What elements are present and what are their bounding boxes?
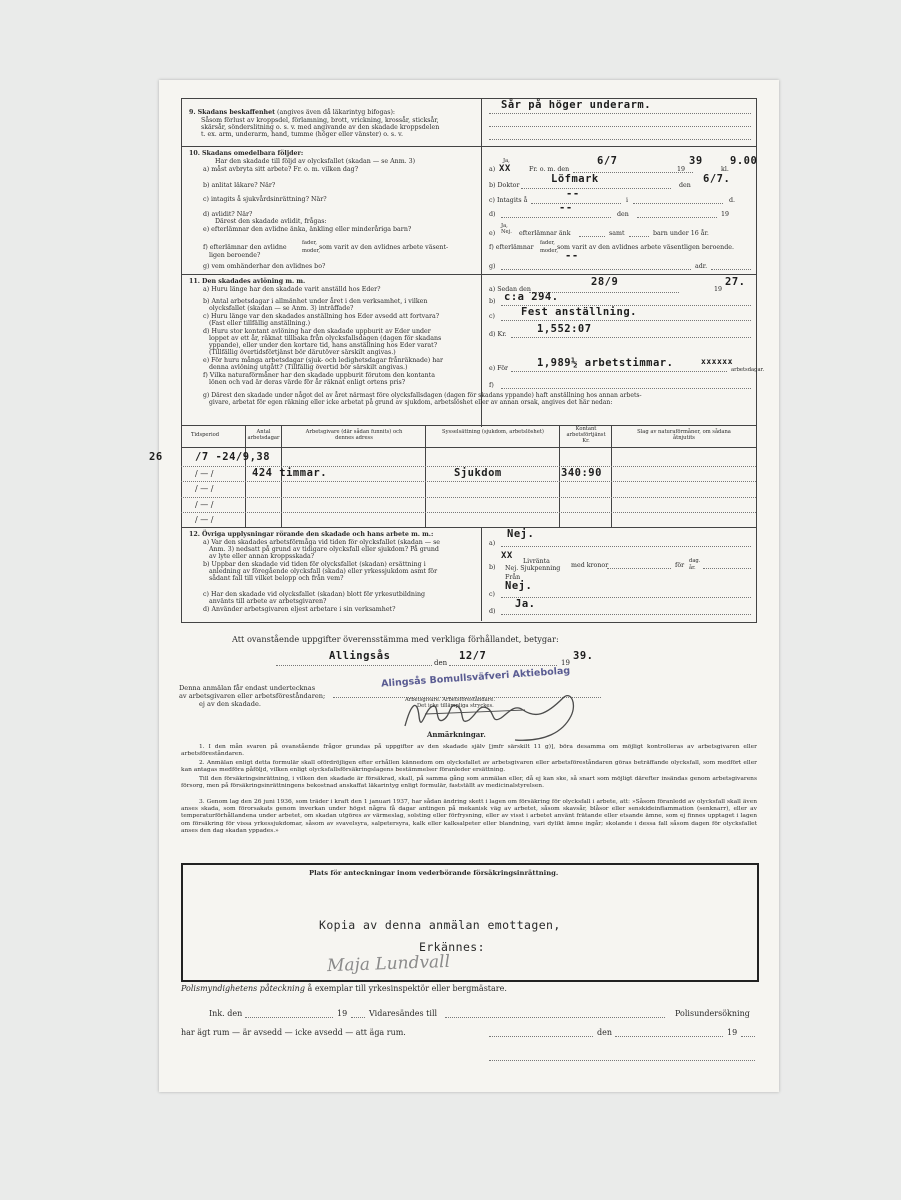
cell-period: / — /	[195, 499, 214, 509]
th-benefits: Slag av naturaförmåner, om sådana åtnjutits	[637, 429, 731, 441]
s11-qa: a) Huru länge har den skadade varit anställd hos Eder?	[203, 286, 381, 293]
s12-qb-2: anledning av föregående olycksfall (skada) eller yrkessjukdom asmt för	[209, 568, 438, 575]
sign-label-2: Det icke tillämpliga stryckes.	[417, 703, 494, 709]
s10-qb: b) anlitat läkare? När?	[203, 182, 276, 189]
cell-period: / — /	[195, 484, 214, 493]
s11-e-label: e) För	[489, 365, 509, 372]
s12-b-sjukpenning: Nej. Sjukpenning	[505, 565, 561, 572]
s11-a-19: 19	[714, 286, 723, 293]
s10-e-label: e)	[489, 230, 496, 237]
insurance-line-1: Kopia av denna anmälan emottagen,	[319, 918, 561, 932]
note-3: 3. Genom lag den 26 juni 1936, som träder i kraft den 1 januari 1937, har sådan ändring skett i lagen om försäkring för olycksfall i arbete, att: »Såsom föranledd av olycksfall skall även anses skada, som förorsakats genom inverkan under högst några få dagar antingen på mekanisk väg av arbetet, såsom skavsår, blåsor eller senskideinflammation (senknarr), eller av temperaturförhållandena under arbetet, om skadan utgöres av värmeslag, solsting eller förfrysning, eller av visst i arbetet använt frätande eller etsande ämne, som ej finnes upptaget i lagen om försäkring för vissa yrkessjukdomar, såsom av svavelsyra, salpetersyra, kalk eller kalksalpeter eller blandning, vari dylikt ämne ingår; skolande i dessa fall såsom dagen för olycksfallet anses den dag skadan yppades.»	[181, 799, 757, 834]
s9-heading: 9. Skadans beskaffenhet (angives även då läkarintyg bifogas):	[189, 109, 396, 116]
cell-period-prefix: 26	[149, 451, 163, 463]
insurance-line-2: Erkännes:	[419, 940, 485, 954]
s10-qg: g) vem omhänderhar den avlidnes bo?	[203, 263, 326, 270]
cell-period: /7 -24/9,38	[195, 451, 271, 463]
s12-qa-1: a) Var den skadades arbetsförmåga vid tiden för olycksfallet (skadan — se	[203, 539, 441, 546]
s10-qe: e) efterlämnar den avlidne änka, änkling eller minderåriga barn?	[203, 226, 412, 233]
s12-b-label: b)	[489, 564, 496, 571]
s10-a-label: a)	[489, 166, 496, 173]
cell-occupation: Sjukdom	[454, 466, 502, 479]
s10-c-intagits: c) Intagits å	[489, 197, 528, 204]
s12-a-label: a)	[489, 540, 496, 547]
s12-b-ar: år.	[689, 565, 696, 571]
s11-a-label: a) Sedan den	[489, 286, 531, 293]
s9-desc-1: Såsom förlust av kroppsdel, förlamning, brott, vrickning, krossår, sticksår,	[201, 117, 439, 124]
s12-b-belopp: med kronor	[571, 562, 609, 569]
s10-qf-fader: fader,	[302, 240, 317, 246]
table-row	[159, 497, 779, 513]
insurance-signature: Maja Lundvall	[326, 951, 451, 977]
note-2: 2. Anmälan enligt detta formulär skall ofördröjligen efter erhållen kännedom om olycksfallet av arbetsgivaren eller arbetsföreståndaren göras beträffande olycksfall, som medfört eller kan antagas medföra påföljd, vilken enligt olycksfallsförsäkringslagens bestämmelser föranleder ersättning.	[181, 760, 757, 774]
s12-b-livranta: Livränta	[523, 558, 550, 565]
s10-b-doktor: b) Doktor	[489, 182, 520, 189]
s12-qb-1: b) Uppbar den skadade vid tiden för olycksfallet (skadan) ersättning i	[203, 561, 426, 568]
s10-f-label: f) efterlämnar	[489, 244, 534, 251]
cell-earnings: 340:90	[561, 466, 602, 479]
attest-note-2: av arbetsgivaren eller arbetsföreståndaren;	[179, 692, 326, 700]
s10-a-ja: Ja,	[503, 158, 510, 164]
s10-qd: d) avlidit? När?	[203, 211, 253, 218]
s10-qf-moder: moder,	[302, 248, 320, 254]
s10-g-label: g)	[489, 263, 496, 270]
company-stamp: Alingsås Bomullsväfveri Aktiebolag	[380, 665, 571, 690]
attest-heading: Att ovanstående uppgifter överensstämma med verkliga förhållandet, betygar:	[232, 634, 559, 644]
s11-b-answer: c:a 294.	[504, 291, 559, 303]
s11-qe-1: e) För huru många arbetsdagar (sjuk- och ledighetsdagar frånräknade) har	[203, 357, 444, 364]
s9-desc-2: skärsår, sönderslitning o. s. v. med angivande av den skadade kroppsdelen	[201, 124, 440, 131]
s11-qc-2: (Fast eller tillfällig anställning.)	[209, 320, 311, 327]
s10-a-from: Fr. o. m. den	[529, 166, 570, 173]
s12-b-for: för	[675, 562, 685, 569]
th-days: Antal arbetsdagar	[247, 429, 280, 441]
police-polisundersokning: Polisundersökning	[675, 1009, 750, 1018]
note-2b: Till den försäkringsinrättning, i vilken den skadade är försäkrad, skall, på samma gång som anmälan eller, då ej kan ske, så snart som möjligt därefter insändas genom arbetsgivarens försorg, men på försäkringsinrättningens bekostnad anskaffat läkarintyg enligt formulär, fastställt av medicinalstyrelsen.	[181, 776, 757, 790]
attest-date: 12/7	[459, 650, 487, 662]
s12-b-dag: dag.	[689, 558, 701, 564]
s11-b-label: b)	[489, 298, 496, 305]
attest-year: 39.	[573, 650, 594, 662]
s10-e-jn: Ja, Nej.	[501, 223, 512, 235]
s11-qd-1: d) Huru stor kontant avlöning har den skadade uppburit av Eder under	[203, 328, 431, 335]
s10-heading: 10. Skadans omedelbara följder:	[189, 150, 304, 157]
s12-qd: d) Använder arbetsgivaren eljest arbetare i sin verksamhet?	[203, 606, 396, 613]
s11-qd-3: yppande), eller under den kortare tid, hans anställning hos Eder varat?	[209, 342, 438, 349]
table-row	[159, 481, 779, 497]
s11-qd-4: (Tillfällig övertidsförtjänst bör därutöver särskilt angivas.)	[209, 349, 396, 356]
s10-c-i: i	[626, 197, 629, 204]
s9-desc-3: t. ex. arm, underarm, hand, tumme (höger eller vänster) o. s. v.	[201, 131, 403, 138]
s10-d-19: 19	[721, 211, 730, 218]
s12-d-answer: Ja.	[515, 598, 536, 610]
s10-f-fader: fader,	[540, 240, 555, 246]
s12-c-label: c)	[489, 591, 495, 598]
s10-q-intro: Har den skadade till följd av olycksfallet (skadan — se Anm. 3)	[215, 158, 416, 165]
s12-heading: 12. Övriga upplysningar rörande den skadade och hans arbete m. m.:	[189, 531, 434, 538]
s11-qg-1: g) Därest den skadade under något del av året närmast före olycksfallsdagen (dagen för skadans yppande) haft anställning hos annan arbets-	[203, 392, 642, 399]
s11-a-year: 27.	[725, 276, 746, 288]
s11-qc-1: c) Huru länge var den skadades anställning hos Eder avsedd att fortvara?	[203, 313, 440, 320]
s10-a-year: 39	[689, 155, 703, 167]
attest-note-1: Denna anmälan får endast undertecknas	[179, 684, 316, 692]
s12-qc-1: c) Har den skadade vid olycksfallet (skadan) blott för yrkesutbildning	[203, 591, 426, 598]
sign-label: Arbetsgivare. Arbetsföreståndare.	[405, 697, 495, 703]
police-ink: Ink. den	[209, 1009, 243, 1018]
form-sheet	[149, 80, 779, 1092]
s11-qd-2: loppet av ett år, räknat tillbaka från olycksfallsdagen (dagen för skadans	[209, 335, 442, 342]
s10-e-barn: barn under 16 år.	[653, 230, 709, 237]
s10-qd2: Därest den skadade avlidit, frågas:	[215, 218, 327, 225]
s10-d-dash: --	[559, 202, 573, 214]
s12-qb-3: sådant fall till vilket belopp och från vem?	[209, 575, 344, 582]
s11-qf-1: f) Vilka naturaförmåner har den skadade uppburit förutom den kontanta	[203, 372, 435, 379]
s10-qf: f) efterlämnar den avlidne	[203, 244, 287, 251]
police-den: den	[597, 1028, 613, 1037]
s12-a-answer: Nej.	[507, 528, 535, 540]
s12-b-marker: XX	[501, 551, 513, 561]
s11-d-label: d) Kr.	[489, 331, 507, 338]
s10-f-moder: moder,	[540, 248, 558, 254]
s10-qa: a) måst avbryta sitt arbete? Fr. o. m. vilken dag?	[203, 166, 359, 173]
s11-qb-1: b) Antal arbetsdagar i allmänhet under året i den verksamhet, i vilken	[203, 298, 428, 305]
s10-c-dash: --	[566, 188, 580, 200]
s12-qc-2: använts till arbete av arbetsgivaren?	[209, 598, 327, 605]
s10-d-label: d)	[489, 211, 496, 218]
attest-year-prefix: 19	[561, 659, 570, 667]
s10-b-den: den	[679, 182, 691, 189]
s12-b-fran: Från	[505, 574, 521, 581]
s10-d-den: den	[617, 211, 629, 218]
th-earnings: Kontant arbetsförtjänst Kr.	[566, 426, 606, 444]
th-occupation: Sysselsättning (sjukdom, arbetslöshet)	[442, 429, 544, 435]
s12-d-label: d)	[489, 608, 496, 615]
attest-note-3: ej av den skadade.	[199, 700, 261, 708]
s11-d-answer: 1,552:07	[537, 323, 592, 335]
cell-period: / — /	[195, 515, 214, 524]
s10-e-samt: samt	[609, 230, 625, 237]
th-employer: Arbetsgivare (där sådan funnits) och dennes adress	[305, 429, 403, 441]
police-title: Polismyndighetens påteckning å exemplar till yrkesinspektör eller bergmästare.	[181, 984, 507, 993]
note-1: 1. I den mån svaren på ovanstående frågor grundas på uppgifter av den skadade själv [jmfr särskilt 11 g)], böra desamma om möjligt kontrolleras av arbetsgivaren eller arbetsföreståndaren.	[181, 744, 757, 758]
cell-days: 424 timmar.	[252, 466, 328, 479]
s11-qe-2: denna avlöning utgått? (Tillfällig övertid bör särskilt angivas.)	[209, 364, 408, 371]
s10-g-adr: adr.	[695, 263, 708, 270]
s11-qg-2: givare, arbetat för egen räkning eller icke arbetat på grund av sjukdom, arbetslöshet eller av annan orsak, angives det här nedan:	[209, 399, 613, 406]
s11-c-answer: Fest anställning.	[521, 306, 637, 318]
s10-c-d: d.	[729, 197, 736, 204]
s10-qf3: ligen beroende?	[209, 252, 261, 259]
s12-c-answer: Nej.	[505, 580, 533, 592]
table-row	[149, 450, 779, 466]
s11-qf-2: lönen och vad är deras värde för år räknat enligt ortens pris?	[209, 379, 406, 386]
s10-f-rest: som varit av den avlidnes arbete väsentligen beroende.	[557, 244, 734, 251]
s10-a-19: 19	[677, 166, 686, 173]
police-19: 19	[337, 1009, 348, 1018]
th-period: Tidsperiod	[191, 432, 220, 438]
s10-a-kl: kl.	[721, 166, 729, 173]
table-row	[159, 512, 779, 528]
s9-answer: Sår på höger underarm.	[501, 99, 652, 111]
police-har-agt: har ägt rum — är avsedd — icke avsedd — att äga rum.	[181, 1028, 406, 1037]
s11-qb-2: olycksfallet (skadan — se Anm. 3) inträffade?	[209, 305, 354, 312]
s11-a-date: 28/9	[591, 276, 619, 288]
s11-c-label: c)	[489, 313, 495, 320]
s11-e-answer: 1,989½ arbetstimmar.	[537, 357, 674, 369]
s10-a-time: 9.00	[730, 155, 758, 167]
s12-qa-3: av lyte eller annan kroppsskada?	[209, 553, 315, 560]
s10-a-marker: XX	[499, 164, 511, 174]
police-19b: 19	[727, 1028, 738, 1037]
s11-f-label: f)	[489, 382, 494, 389]
s10-qf2: som varit av den avlidnes arbete väsent-	[319, 244, 449, 251]
s12-qa-2: Anm. 3) nedsatt på grund av tidigare olycksfall eller sjukdom? På grund	[209, 546, 439, 553]
s10-g-dash: --	[565, 250, 579, 262]
s10-e-text: efterlämnar änk	[519, 230, 571, 237]
attest-den: den	[434, 659, 448, 667]
s10-b-date: 6/7.	[703, 173, 731, 185]
notes-heading: Anmärkningar.	[427, 730, 486, 739]
police-vidaresandes: Vidaresändes till	[369, 1009, 438, 1018]
table-row	[159, 466, 779, 482]
s10-a-date: 6/7	[597, 155, 618, 167]
insurance-box-title: Plats för anteckningar inom vederbörande försäkringsinrättning.	[309, 869, 559, 877]
s11-e-struck: xxxxxx	[701, 357, 733, 366]
attest-place: Allingsås	[329, 650, 391, 662]
s11-heading: 11. Den skadades avlöning m. m.	[189, 278, 306, 285]
s11-e-suffix: arbetsdagar.	[731, 367, 765, 373]
s10-b-doctor: Löfmark	[551, 173, 599, 185]
s10-qc: c) intagits å sjukvårdsinrättning? När?	[203, 196, 327, 203]
cell-period: / — /	[195, 468, 214, 478]
